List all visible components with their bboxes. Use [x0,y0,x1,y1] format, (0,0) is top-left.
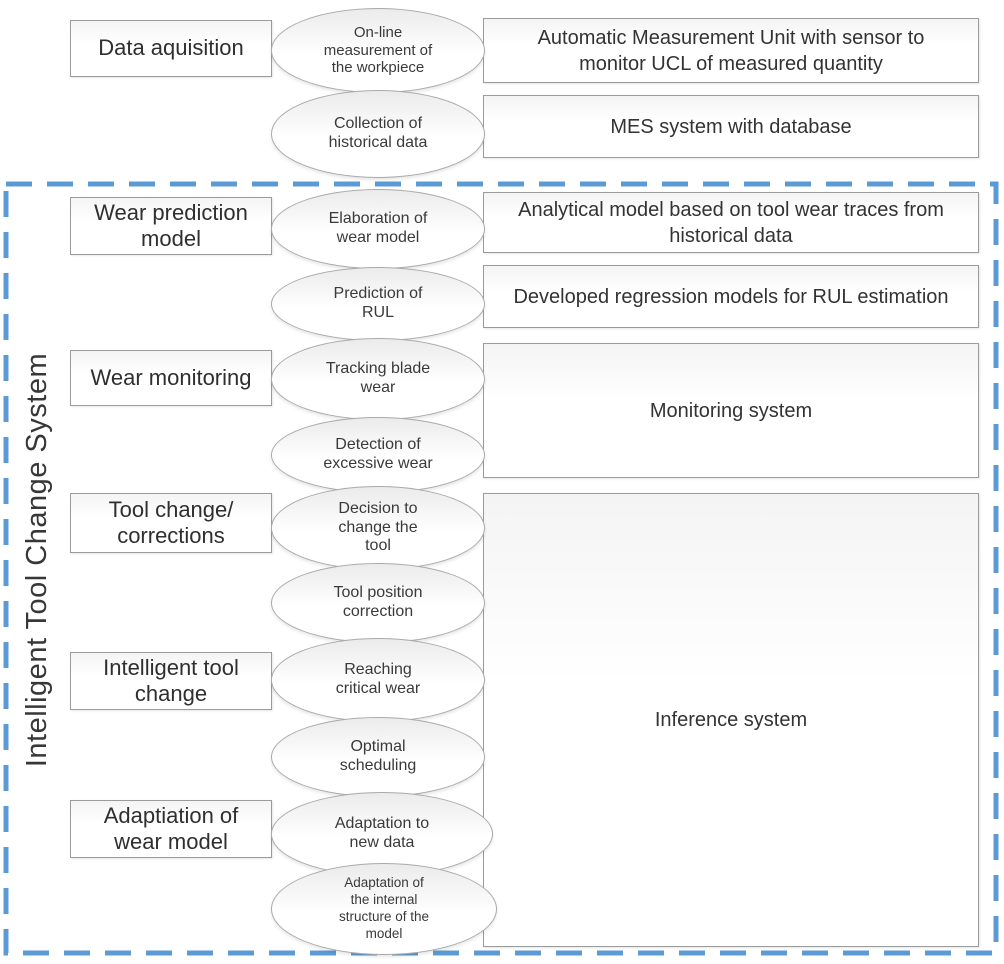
implementation-box-mes-system: MES system with database [483,95,979,158]
process-ellipse-decision-change-tool: Decision to change the tool [271,486,485,570]
process-ellipse-adaptation-internal-structure: Adaptation of the internal structure of the model [271,863,497,955]
process-ellipse-adaptation-new-data: Adaptation to new data [271,792,493,876]
implementation-box-monitoring-system: Monitoring system [483,343,979,478]
implementation-box-regression-models: Developed regression models for RUL estimation [483,265,979,328]
system-title-vertical: Intelligent Tool Change System [20,352,53,768]
category-box-tool-change-corrections: Tool change/ corrections [70,493,272,553]
category-box-intelligent-tool-change: Intelligent tool change [70,652,272,710]
process-ellipse-prediction-of-rul: Prediction of RUL [271,267,485,341]
process-ellipse-elaboration-wear-model: Elaboration of wear model [271,189,485,269]
implementation-box-inference-system: Inference system [483,493,979,947]
category-box-adaptation-of-wear-model: Adaptiation of wear model [70,800,272,858]
process-ellipse-online-measurement: On-line measurement of the workpiece [271,8,485,93]
category-box-wear-monitoring: Wear monitoring [70,350,272,406]
category-box-data-aquisition: Data aquisition [70,20,272,77]
process-ellipse-tool-position-correction: Tool position correction [271,563,485,643]
process-ellipse-detection-excessive-wear: Detection of excessive wear [271,417,485,493]
process-ellipse-reaching-critical-wear: Reaching critical wear [271,638,485,722]
category-box-wear-prediction-model: Wear prediction model [70,197,272,255]
implementation-box-automatic-measurement-unit: Automatic Measurement Unit with sensor to monitor UCL of measured quantity [483,18,979,83]
process-ellipse-collection-historical-data: Collection of historical data [271,90,485,178]
process-ellipse-tracking-blade-wear: Tracking blade wear [271,338,485,420]
implementation-box-analytical-model: Analytical model based on tool wear traces from historical data [483,192,979,253]
process-ellipse-optimal-scheduling: Optimal scheduling [271,717,485,797]
